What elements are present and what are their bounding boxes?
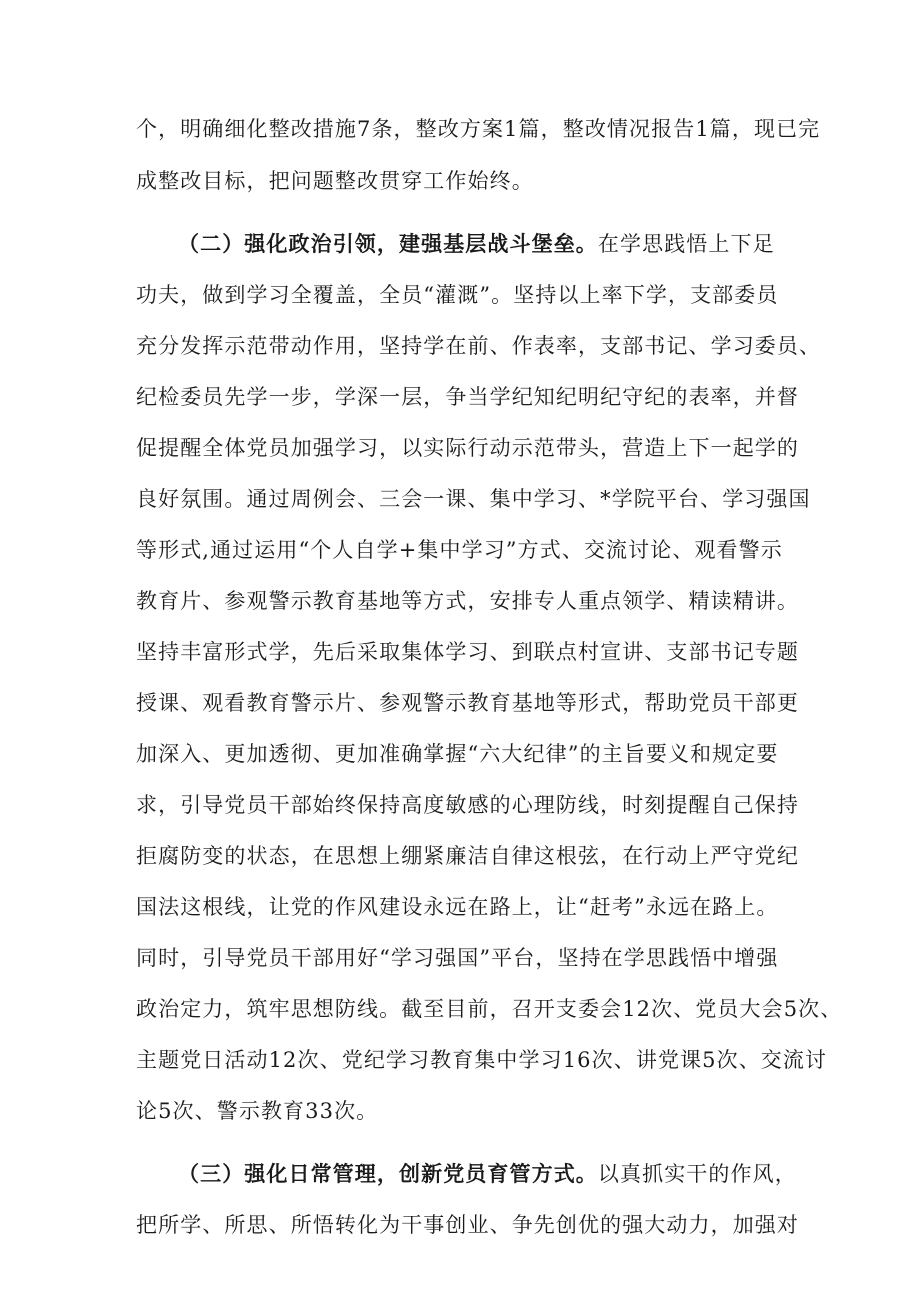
section2-line: 充分发挥示范带动作用，坚持学在前、作表率，支部书记、学习委员、 [136, 334, 822, 358]
section2-line: 纪检委员先学一步，学深一层，争当学纪知纪明纪守纪的表率，并督 [136, 385, 799, 409]
section3-heading: （三）强化日常管理，创新党员育管方式。 [178, 1161, 598, 1186]
section2-line: 教育片、参观警示教育基地等方式，安排专人重点领学、精读精讲。 [136, 589, 799, 613]
section3-line: 把所学、所思、所悟转化为干事创业、争先创优的强大动力，加强对 [136, 1213, 799, 1237]
section2-line: 等形式,通过运用“个人自学+集中学习”方式、交流讨论、观看警示 [136, 538, 783, 562]
section2-line: 政治定力，筑牢思想防线。截至目前，召开支委会12次、党员大会5次、 [136, 997, 843, 1021]
section2-heading: （二）强化政治引领，建强基层战斗堡垒。 [178, 231, 598, 256]
section2-first-line-text: 在学思践悟上下足 [597, 232, 775, 256]
section2-line: 促提醒全体党员加强学习，以实际行动示范带头，营造上下一起学的 [136, 436, 799, 460]
section3-first-line-text: 以真抓实干的作风， [597, 1162, 797, 1186]
section2-line: 同时，引导党员干部用好“学习强国”平台，坚持在学思践悟中增强 [136, 946, 779, 970]
section2-line: 求，引导党员干部始终保持高度敏感的心理防线，时刻提醒自己保持 [136, 793, 799, 817]
section2-first-line [178, 226, 775, 262]
section2-line: 拒腐防变的状态，在思想上绷紧廉洁自律这根弦，在行动上严守党纪 [136, 844, 799, 868]
section2-line: 功夫，做到学习全覆盖，全员“灌溉”。坚持以上率下学，支部委员 [136, 283, 779, 307]
intro-line-1: 个，明确细化整改措施7条，整改方案1篇，整改情况报告1篇，现已完 [136, 117, 821, 141]
section2-line: 论5次、警示教育33次。 [136, 1099, 379, 1123]
section3-first-line [178, 1156, 797, 1192]
section2-line: 坚持丰富形式学，先后采取集体学习、到联点村宣讲、支部书记专题 [136, 640, 799, 664]
section2-line: 授课、观看教育警示片、参观警示教育基地等形式，帮助党员干部更 [136, 691, 799, 715]
intro-line-2: 成整改目标，把问题整改贯穿工作始终。 [136, 169, 534, 193]
section2-line: 加深入、更加透彻、更加准确掌握“六大纪律”的主旨要义和规定要 [136, 742, 779, 766]
section2-line: 国法这根线，让党的作风建设永远在路上，让“赶考”永远在路上。 [136, 895, 779, 919]
section2-line: 主题党日活动12次、党纪学习教育集中学习16次、讲党课5次、交流讨 [136, 1048, 828, 1072]
section2-line: 良好氛围。通过周例会、三会一课、集中学习、*学院平台、学习强国 [136, 487, 811, 511]
